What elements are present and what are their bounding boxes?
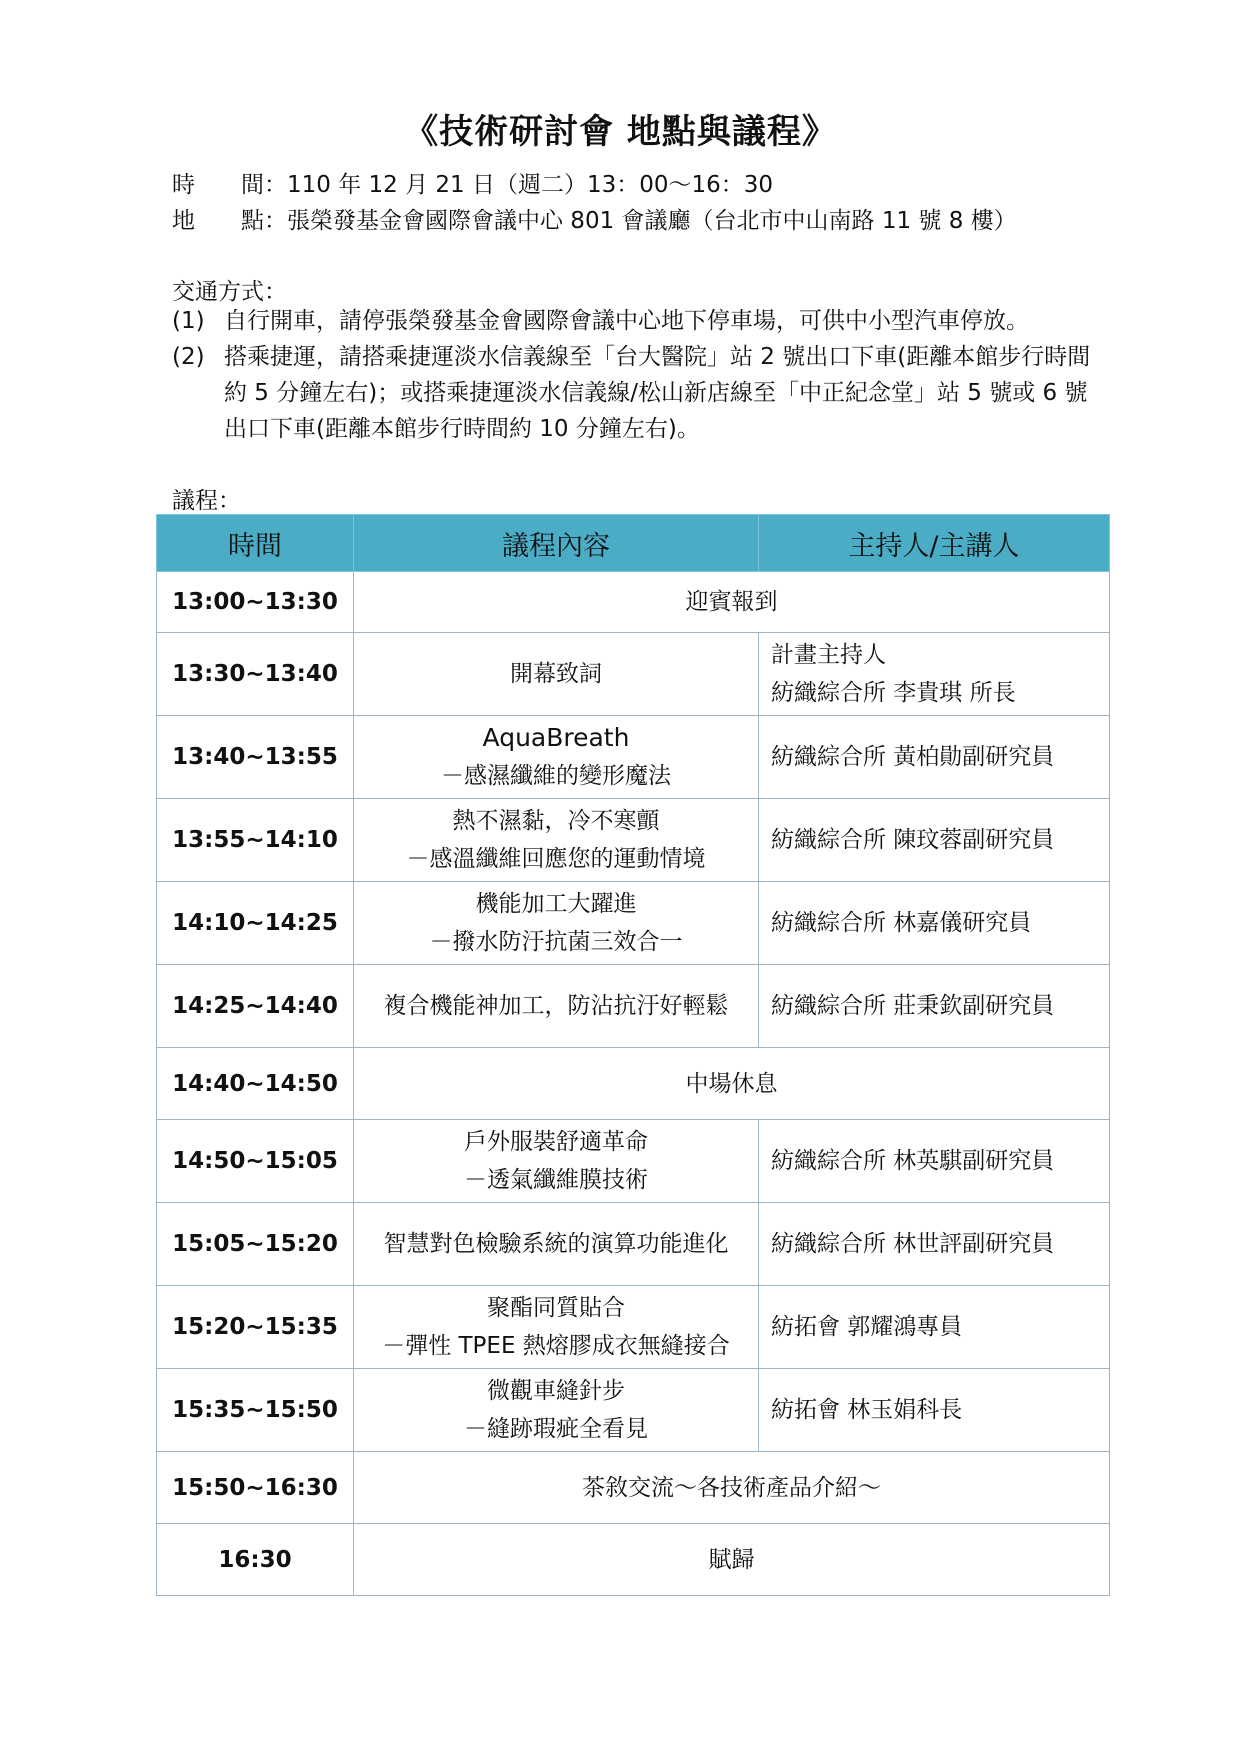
table-row: [157, 1120, 1110, 1203]
row-time: 14:40~14:50: [157, 1048, 354, 1120]
table-row: [157, 1524, 1110, 1596]
event-place-line: [172, 202, 1017, 235]
row-time: 13:30~13:40: [157, 633, 354, 716]
row-content-title: 戶外服裝舒適革命: [464, 1129, 648, 1155]
row-time: 15:05~15:20: [157, 1203, 354, 1286]
transport-item-number: (1): [172, 308, 205, 334]
row-host-line: 紡織綜合所 李貴琪 所長: [771, 680, 1016, 706]
row-content: 智慧對色檢驗系統的演算功能進化: [354, 1203, 759, 1286]
row-time: 14:50~15:05: [157, 1120, 354, 1203]
row-content: 開幕致詞: [354, 633, 759, 716]
row-content-subtitle: －撥水防汙抗菌三效合一: [429, 929, 683, 955]
row-content-subtitle: －縫跡瑕疵全看見: [464, 1416, 648, 1442]
row-content: 賦歸: [354, 1524, 1110, 1596]
transport-item-text: 搭乘捷運，請搭乘捷運淡水信義線至「台大醫院」站 2 號出口下車(距離本館步行時間約 5 分鐘左右)；或搭乘捷運淡水信義線/松山新店線至「中正紀念堂」站 5 號或 6 號出口下車(距離本館步行時間約 10 分鐘左右)。: [224, 344, 1091, 442]
row-host: 紡織綜合所 林嘉儀研究員: [759, 882, 1110, 965]
row-content: 中場休息: [354, 1048, 1110, 1120]
header-content: 議程內容: [354, 515, 759, 572]
table-row: [157, 1048, 1110, 1120]
row-host: 紡織綜合所 林英騏副研究員: [759, 1120, 1110, 1203]
agenda-heading: 議程：: [172, 488, 241, 514]
table-row: [157, 572, 1110, 633]
row-time: 13:00~13:30: [157, 572, 354, 633]
table-row: [157, 965, 1110, 1048]
row-time: 15:50~16:30: [157, 1452, 354, 1524]
event-time-value: 110 年 12 月 21 日（週二）13：00～16：30: [287, 172, 774, 198]
table-row: [157, 1203, 1110, 1286]
transport-item-number: (2): [172, 344, 205, 370]
transport-item: [172, 339, 1102, 447]
row-content-title: 聚酯同質貼合: [487, 1295, 625, 1321]
row-content-title: 熱不濕黏，冷不寒顫: [452, 808, 660, 834]
table-row: [157, 1452, 1110, 1524]
table-row: [157, 1286, 1110, 1369]
table-row: [157, 1369, 1110, 1452]
row-content: [354, 1369, 759, 1452]
event-place-label: 地 點：: [172, 208, 287, 234]
row-content-title: 機能加工大躍進: [475, 891, 637, 917]
agenda-header-row: [157, 515, 1110, 572]
row-content: 茶敘交流～各技術產品介紹～: [354, 1452, 1110, 1524]
event-time-line: [172, 166, 773, 199]
row-time: 16:30: [157, 1524, 354, 1596]
transport-heading: 交通方式：: [172, 279, 287, 305]
row-content: [354, 716, 759, 799]
row-content: [354, 882, 759, 965]
transport-item-text: 自行開車，請停張榮發基金會國際會議中心地下停車場，可供中小型汽車停放。: [224, 308, 1029, 334]
row-host: 紡拓會 林玉娟科長: [759, 1369, 1110, 1452]
row-content-subtitle: －感溫纖維回應您的運動情境: [406, 846, 706, 872]
agenda-table: [156, 514, 1110, 1596]
row-time: 13:55~14:10: [157, 799, 354, 882]
row-content: [354, 799, 759, 882]
row-content: [354, 1120, 759, 1203]
event-time-label: 時 間：: [172, 172, 287, 198]
row-time: 14:10~14:25: [157, 882, 354, 965]
row-content: 複合機能神加工，防沾抗汙好輕鬆: [354, 965, 759, 1048]
row-host: 紡拓會 郭耀鴻專員: [759, 1286, 1110, 1369]
row-content-subtitle: －彈性 TPEE 熱熔膠成衣無縫接合: [382, 1333, 730, 1359]
row-time: 14:25~14:40: [157, 965, 354, 1048]
row-time: 15:20~15:35: [157, 1286, 354, 1369]
row-content: [354, 1286, 759, 1369]
header-time: 時間: [157, 515, 354, 572]
transport-item: [172, 303, 1102, 339]
row-time: 13:40~13:55: [157, 716, 354, 799]
row-host: 紡織綜合所 林世評副研究員: [759, 1203, 1110, 1286]
row-content-subtitle: －透氣纖維膜技術: [464, 1167, 648, 1193]
table-row: [157, 799, 1110, 882]
row-host-line: 計畫主持人: [771, 642, 886, 668]
document-title: 《技術研討會 地點與議程》: [404, 112, 837, 152]
header-host: 主持人/主講人: [759, 515, 1110, 572]
row-host: 紡織綜合所 陳玟蓉副研究員: [759, 799, 1110, 882]
row-host: 紡織綜合所 莊秉欽副研究員: [759, 965, 1110, 1048]
row-content-title: AquaBreath: [482, 723, 630, 752]
table-row: [157, 633, 1110, 716]
row-time: 15:35~15:50: [157, 1369, 354, 1452]
row-content-title: 微觀車縫針步: [487, 1378, 625, 1404]
row-content-subtitle: －感濕纖維的變形魔法: [441, 763, 671, 789]
event-place-value: 張榮發基金會國際會議中心 801 會議廳（台北市中山南路 11 號 8 樓）: [287, 208, 1017, 234]
table-row: [157, 882, 1110, 965]
row-host: 紡織綜合所 黃柏勛副研究員: [759, 716, 1110, 799]
row-host: [759, 633, 1110, 716]
row-content: 迎賓報到: [354, 572, 1110, 633]
table-row: [157, 716, 1110, 799]
